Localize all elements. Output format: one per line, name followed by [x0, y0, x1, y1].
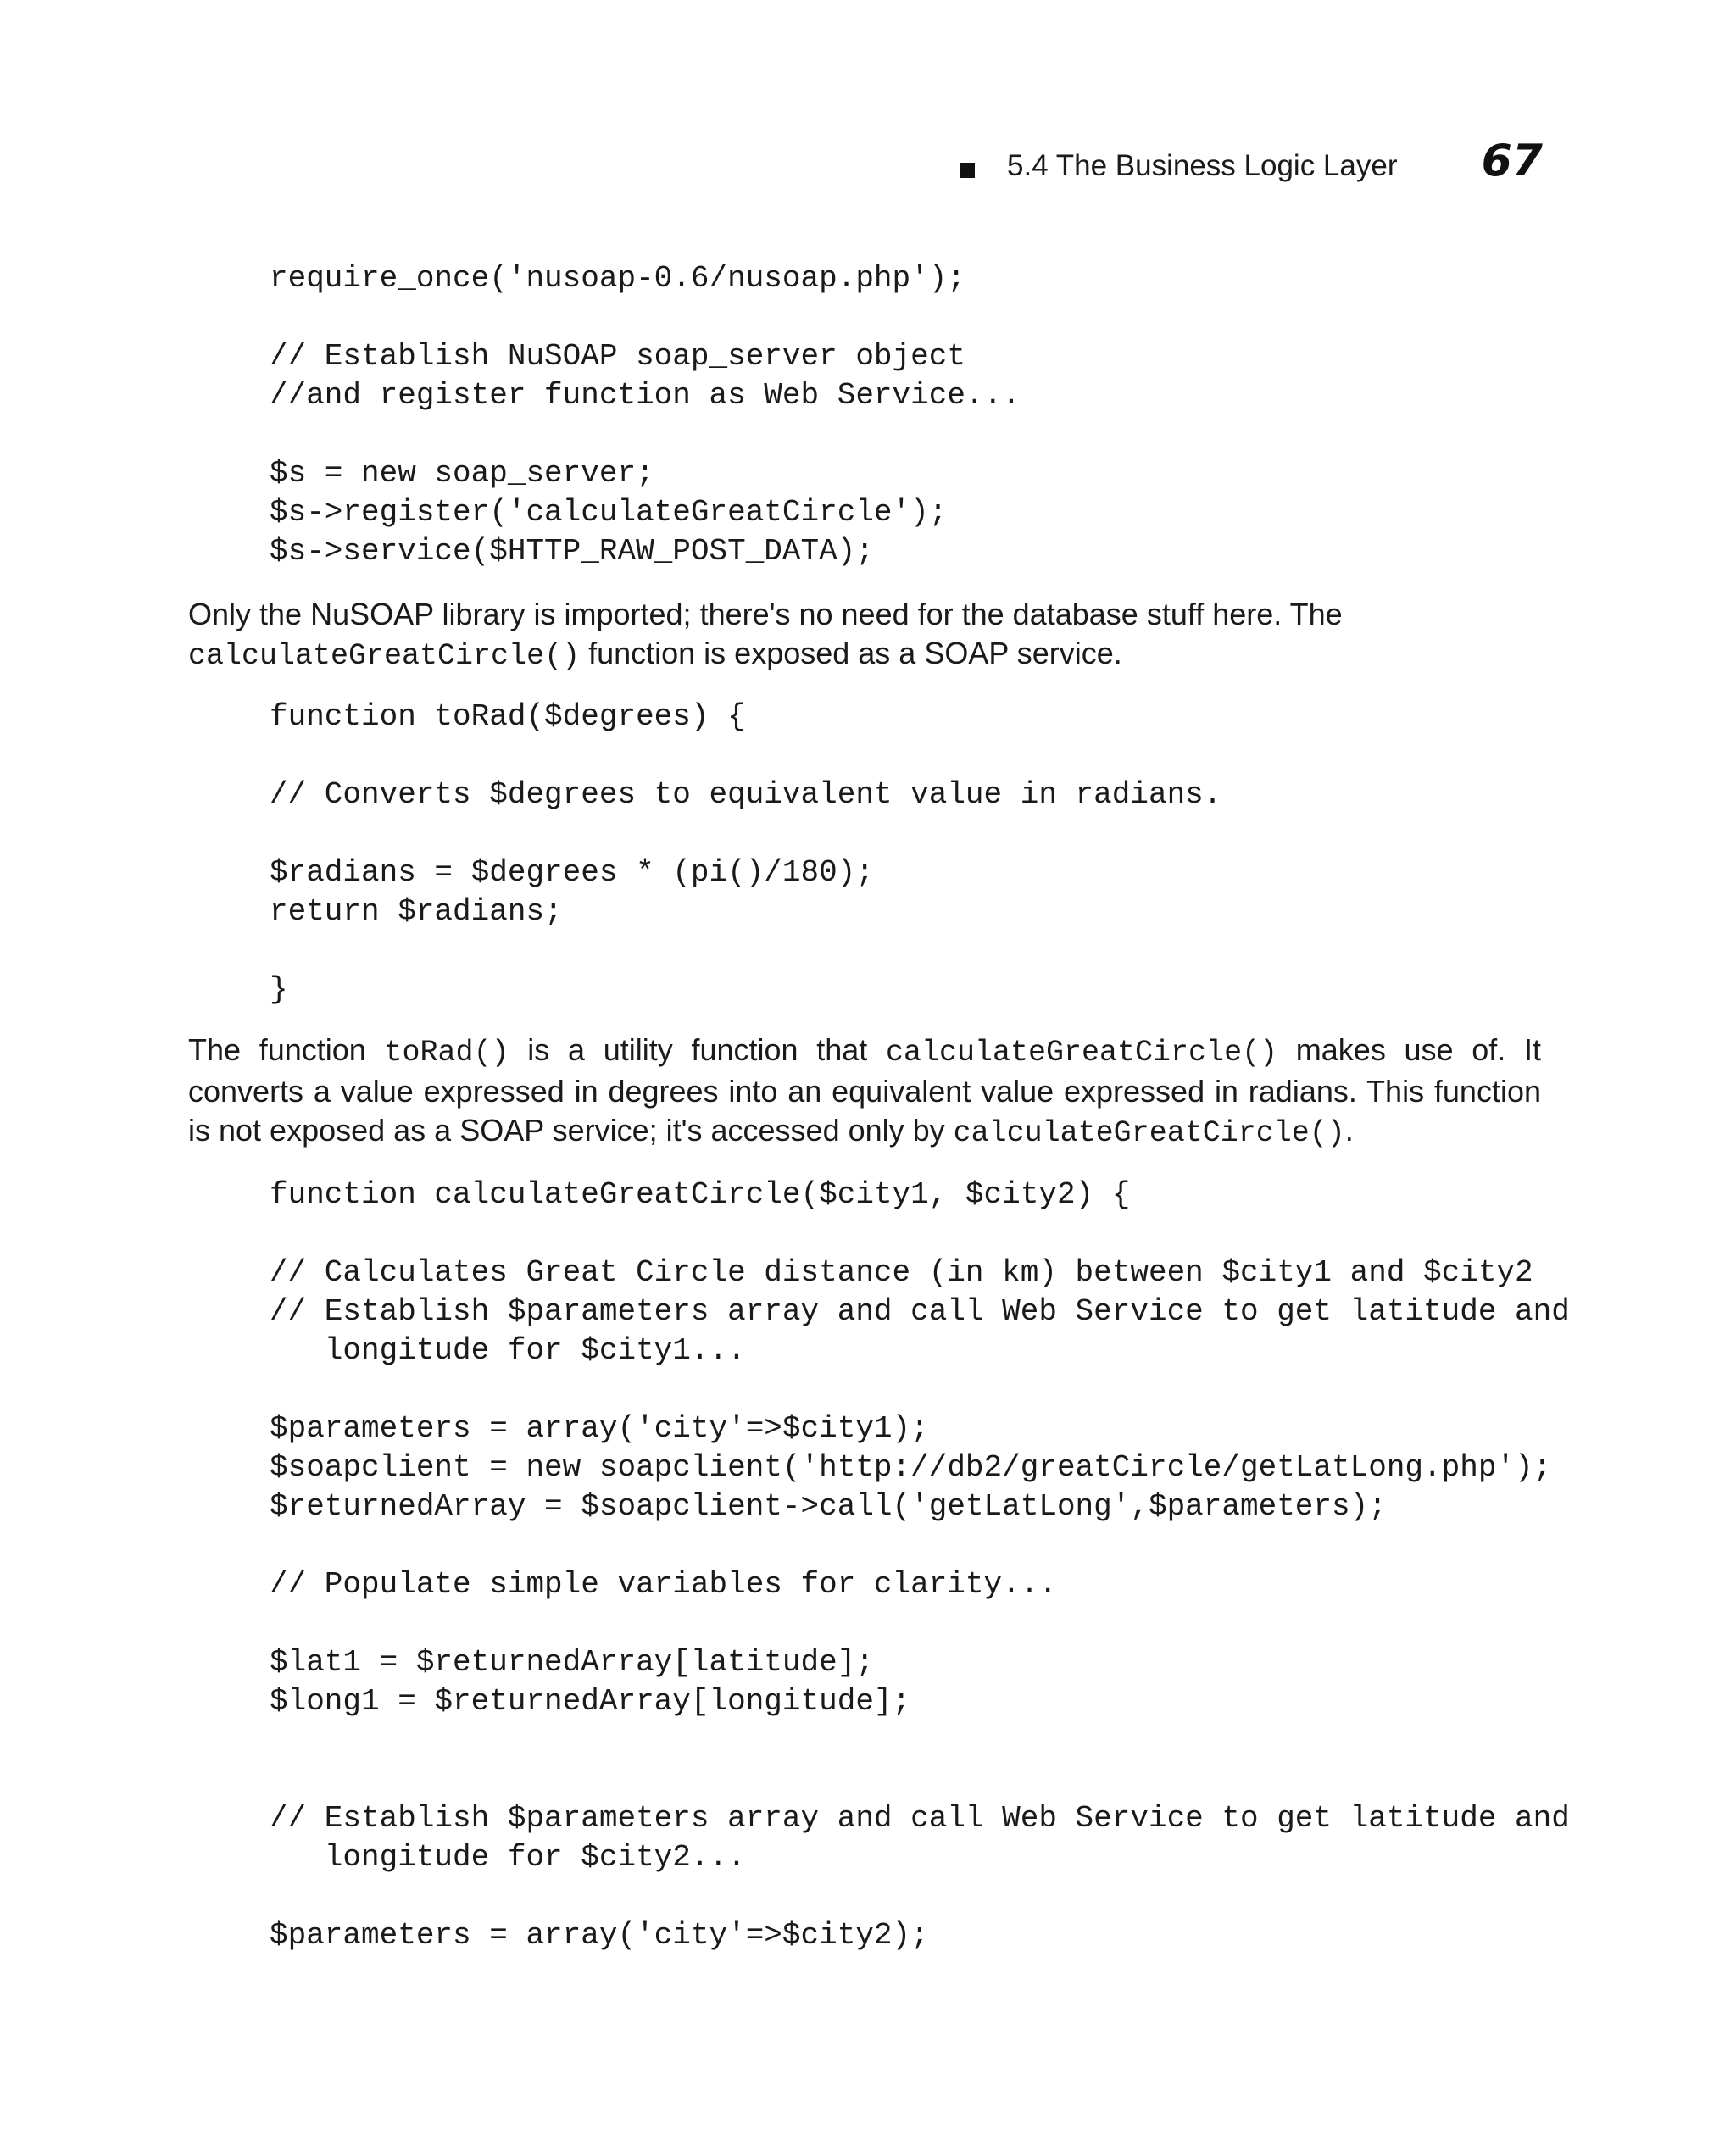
paragraph-text: is a utility function that	[509, 1032, 886, 1067]
code-block-torad-function: function toRad($degrees) { // Converts $degrees to equivalent value in radians. $radians = $degrees * (pi()/180); return $radians; }	[270, 699, 1222, 1007]
code-block-great-circle-function: function calculateGreatCircle($city1, $city2) { // Calculates Great Circle distance (in km) between $city1 and $city2 // Establish $parameters array and call Web Service to get latitude and longitude for $city1... $parameters = array('city'=>$city1); $soapclient = new soapclient('http://db2/greatCircle/getLatLong.php'); $returnedArray = $soapclient->call('getLatLong',$parameters); // Populate simple variables for clarity... $lat1 = $returnedArray[latitude]; $long1 = $returnedArray[longitude]; // Establish $parameters array and call Web Service to get latitude and longitude for $city2... $parameters = array('city'=>$city2);	[270, 1177, 1570, 1953]
inline-code: calculateGreatCircle()	[953, 1116, 1345, 1150]
paragraph-line	[188, 634, 1541, 675]
paragraph-text: The function	[188, 1032, 385, 1067]
inline-code: calculateGreatCircle()	[188, 639, 581, 673]
paragraph-nusoap-import	[188, 595, 1541, 675]
paragraph-text: .	[1344, 1113, 1354, 1148]
inline-code: calculateGreatCircle()	[886, 1036, 1278, 1070]
paragraph-text: makes use of. It converts a value expressed in degrees into an equivalent value expressed in radians. This function is not exposed as a SOAP service; it's accessed only by	[188, 1032, 1542, 1148]
section-title: 5.4 The Business Logic Layer	[1007, 149, 1398, 182]
inline-code: toRad()	[384, 1036, 509, 1070]
running-header	[949, 136, 1543, 186]
square-bullet-icon	[960, 163, 975, 178]
paragraph-line: Only the NuSOAP library is imported; there's no need for the database stuff here. The	[188, 597, 1343, 631]
code-block-server-setup: require_once('nusoap-0.6/nusoap.php'); // Establish NuSOAP soap_server object //and register function as Web Service... $s = new soap_server; $s->register('calculateGreatCircle'); $s->service($HTTP_RAW_POST_DATA);	[270, 261, 1021, 569]
paragraph-text: function is exposed as a SOAP service.	[580, 636, 1122, 670]
page-number: 67	[1481, 136, 1543, 186]
paragraph-torad-description	[188, 1031, 1541, 1153]
